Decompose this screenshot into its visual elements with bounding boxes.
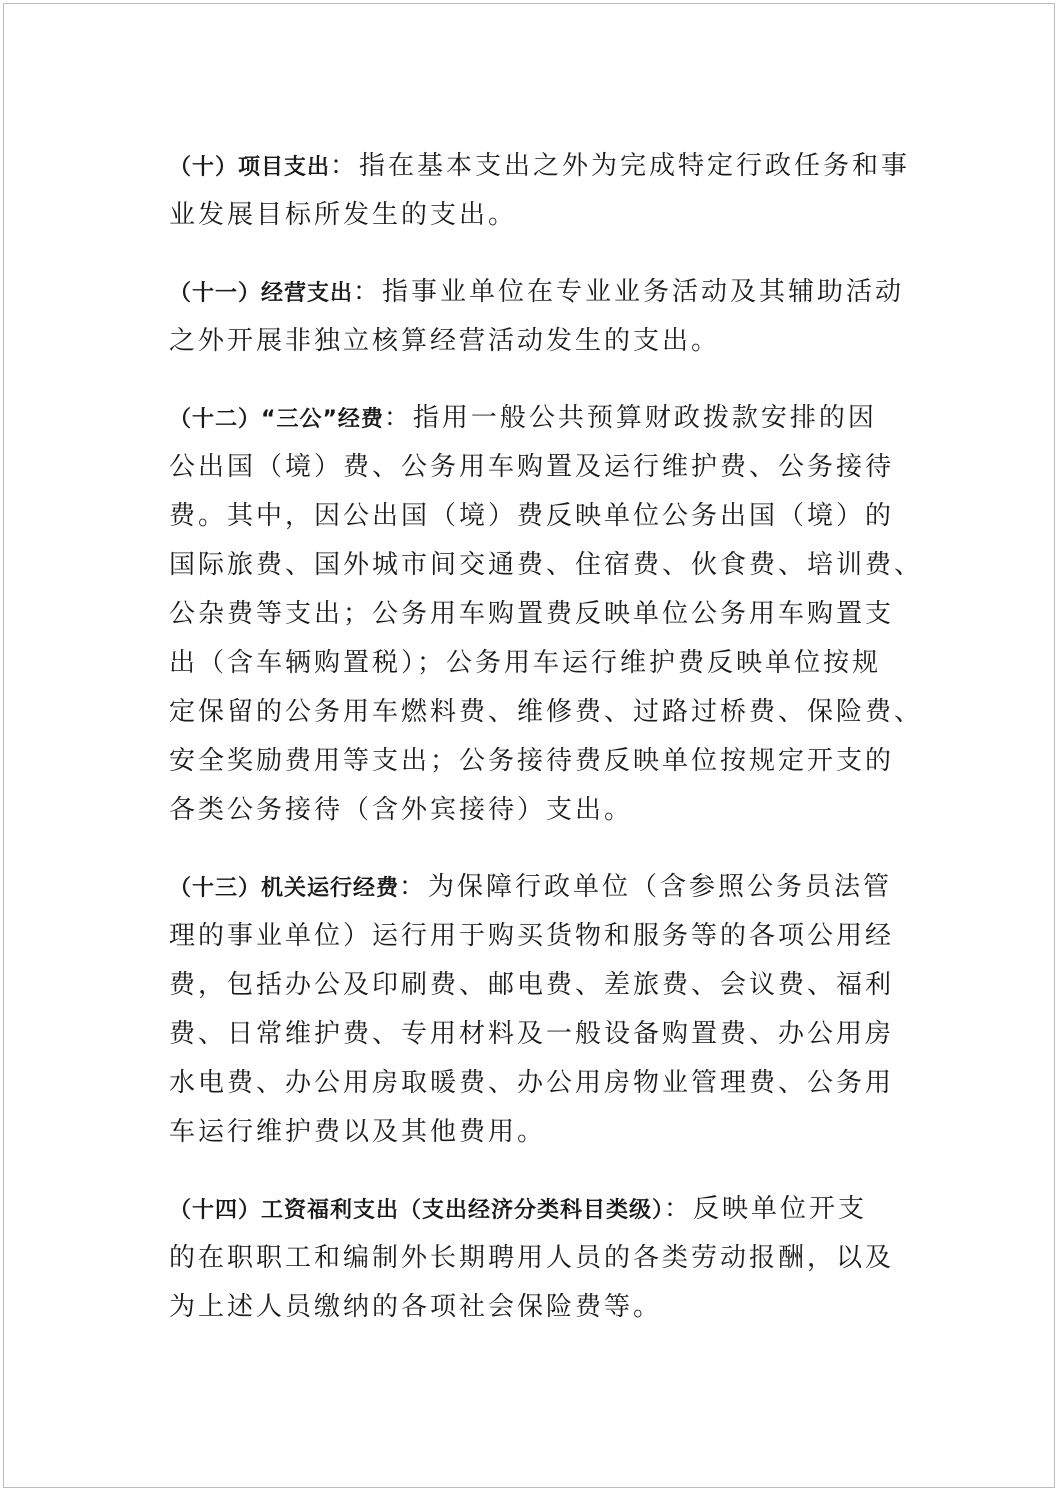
text-line: 车运行维护费以及其他费用。 [169,1117,547,1147]
section-term: （十一）经营支出 [169,281,354,306]
text-line: 国际旅费、国外城市间交通费、住宿费、伙食费、培训费、 [169,550,924,580]
text-line [169,394,929,443]
text-line: 费。其中，因公出国（境）费反映单位公务出国（境）的 [169,501,895,531]
section-term: （十四）工资福利支出（支出经济分类科目类级） [169,1198,665,1223]
section-text: ：指在基本支出之外为完成特定行政任务和事 [330,151,911,181]
section-10 [169,142,929,240]
section-14 [169,1185,929,1332]
section-text: ：反映单位开支 [664,1194,868,1224]
text-line: 公杂费等支出；公务用车购置费反映单位公务用车购置支 [169,599,895,629]
text-line [169,863,929,912]
section-text: ：指用一般公共预算财政拨款安排的因 [383,403,877,433]
section-term: （十三）机关运行经费 [169,876,400,901]
text-line: 费、日常维护费、专用材料及一般设备购置费、办公用房 [169,1019,895,1049]
section-term: （十二）“三公”经费 [169,407,384,432]
text-line: 出（含车辆购置税）；公务用车运行维护费反映单位按规 [169,648,882,678]
text-line [169,1185,929,1234]
text-line: 的在职职工和编制外长期聘用人员的各类劳动报酬，以及 [169,1243,895,1273]
text-line: 水电费、办公用房取暖费、办公用房物业管理费、公务用 [169,1068,895,1098]
section-12 [169,394,929,835]
text-line: 各类公务接待（含外宾接待）支出。 [169,795,634,825]
text-line: 安全奖励费用等支出；公务接待费反映单位按规定开支的 [169,746,895,776]
section-11 [169,268,929,366]
section-text: ：为保障行政单位（含参照公务员法管 [399,872,893,902]
text-line: 定保留的公务用车燃料费、维修费、过路过桥费、保险费、 [169,697,924,727]
section-text: ：指事业单位在专业业务活动及其辅助活动 [353,277,905,307]
text-line: 公出国（境）费、公务用车购置及运行维护费、公务接待 [169,452,895,482]
text-line [169,142,929,191]
section-term: （十）项目支出 [169,155,331,180]
document-body [169,142,929,1332]
text-line: 之外开展非独立核算经营活动发生的支出。 [169,326,721,356]
text-line [169,268,929,317]
section-13 [169,863,929,1157]
text-line: 费，包括办公及印刷费、邮电费、差旅费、会议费、福利 [169,970,895,1000]
text-line: 业发展目标所发生的支出。 [169,200,518,230]
text-line: 理的事业单位）运行用于购买货物和服务等的各项公用经 [169,921,895,951]
document-page [3,3,1055,1488]
text-line: 为上述人员缴纳的各项社会保险费等。 [169,1292,663,1322]
